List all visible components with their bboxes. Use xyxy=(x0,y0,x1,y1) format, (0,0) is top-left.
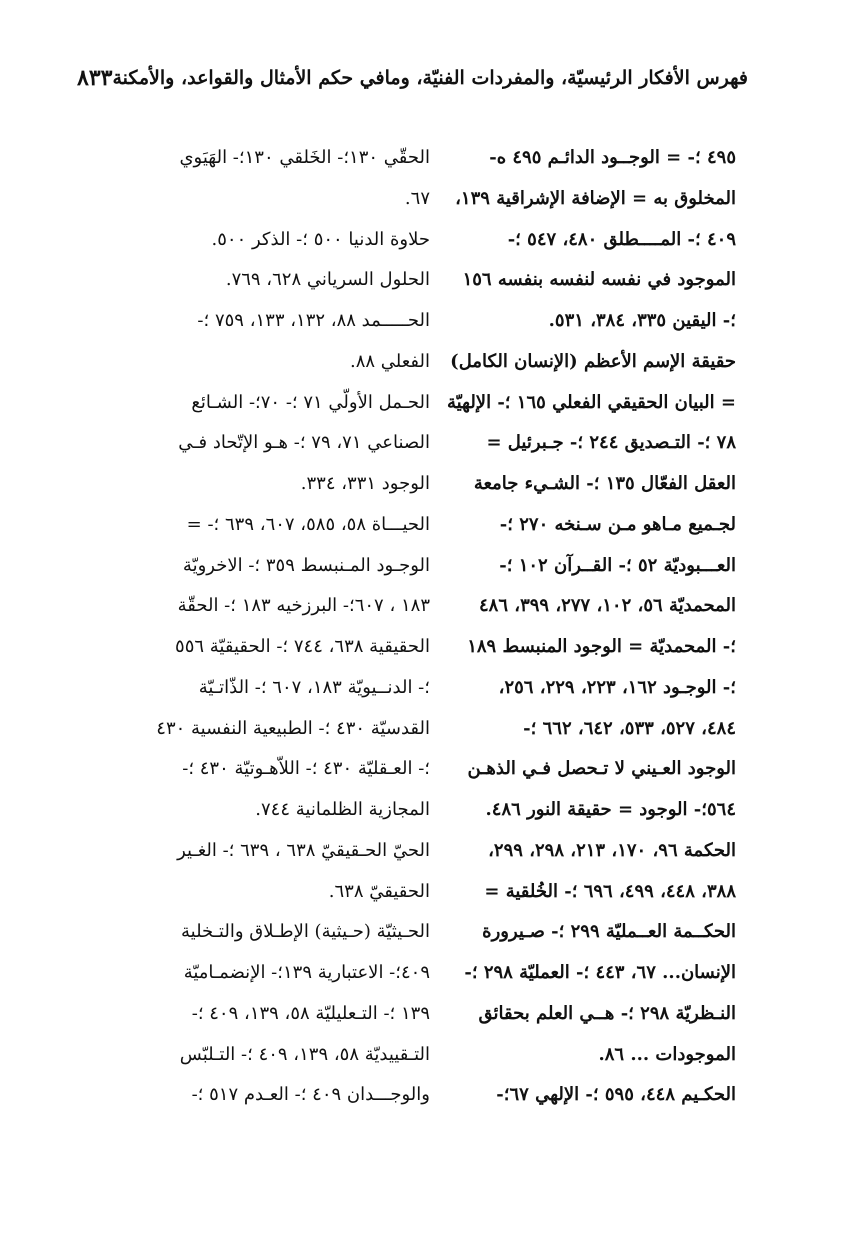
index-line: التـقييديّة ٥٨، ١٣٩، ٤٠٩ ؛- التـلبّس xyxy=(179,1043,430,1065)
index-column-left xyxy=(112,138,430,1116)
index-line: ٣٨٨، ٤٤٨، ٤٩٩، ٦٩٦ ؛- الخُلقية = xyxy=(484,880,736,902)
index-line: لجـميع مـاهو مـن سـنخه ٢٧٠ ؛- xyxy=(499,513,736,535)
index-line: القدسيّة ٤٣٠ ؛- الطبيعية النفسية ٤٣٠ xyxy=(156,717,430,739)
index-line: ؛- الدنــيويّة ١٨٣، ٦٠٧ ؛- الذّاتـيّة xyxy=(198,676,430,698)
index-line: الصناعي ٧١، ٧٩ ؛- هـو الإتّحاد فـي xyxy=(178,432,430,454)
index-line: حقيقة الإسم الأعظم (الإنسان الكامل) xyxy=(450,350,736,372)
index-line: ٧٨ ؛- التـصديق ٢٤٤ ؛- جـبرئيل = xyxy=(486,432,736,454)
index-line: الحـــــمد ٨٨، ١٣٢، ١٣٣، ٧٥٩ ؛- xyxy=(197,310,430,331)
index-line: الحلول السرياني ٦٢٨، ٧٦٩. xyxy=(225,269,430,291)
index-line: الوجود العـيني لا تـحصل فـي الذهـن xyxy=(467,758,736,780)
index-line: الحكــمة العــمليّة ٢٩٩ ؛- صـيرورة xyxy=(482,921,736,943)
index-line: ؛- الوجـود ١٦٢، ٢٢٣، ٢٢٩، ٢٥٦، xyxy=(498,676,736,698)
index-line: ٤٠٩؛- الاعتبارية ١٣٩؛- الإنضمـاميّة xyxy=(183,962,430,983)
index-line: والوجـــدان ٤٠٩ ؛- العـدم ٥١٧ ؛- xyxy=(191,1084,430,1106)
index-line: الحكـيم ٤٤٨، ٥٩٥ ؛- الإلهي ٦٧؛- xyxy=(496,1084,736,1106)
index-line: الحيّ الحـقيقيّ ٦٣٨ ، ٦٣٩ ؛- الغـير xyxy=(177,839,430,861)
index-line: الحقيقية ٦٣٨، ٧٤٤ ؛- الحقيقيّة ٥٥٦ xyxy=(175,636,430,657)
index-line: الحقيقيّ ٦٣٨. xyxy=(328,880,430,902)
index-line: الموجود في نفسه لنفسه بنفسه ١٥٦ xyxy=(462,269,736,291)
running-header xyxy=(77,60,748,96)
index-line: ؛- اليقين ٣٣٥، ٣٨٤، ٥٣١. xyxy=(548,310,736,331)
index-line: ٦٧. xyxy=(404,187,430,209)
index-line: العقل الفعّال ١٣٥ ؛- الشـيء جامعة xyxy=(473,473,736,494)
index-line: الحـمل الأولّي ٧١ ؛- ٧٠؛- الشـائع xyxy=(191,391,430,413)
index-line: المحمديّة ٥٦، ١٠٢، ٢٧٧، ٣٩٩، ٤٨٦ xyxy=(478,595,736,617)
index-line: الوجود ٣٣١، ٣٣٤. xyxy=(300,473,430,494)
index-line: المجازية الظلمانية ٧٤٤. xyxy=(255,799,430,820)
index-column-right xyxy=(418,138,736,1116)
page-number: ٨٣٣ xyxy=(77,65,113,91)
index-line: ٤٩٥ ؛- = الوجــود الدائـم ٤٩٥ ه- xyxy=(489,147,736,168)
index-line: = البيان الحقيقي الفعلي ١٦٥ ؛- الإلهيّة xyxy=(446,391,736,413)
index-line: ١٣٩ ؛- التـعليليّة ٥٨، ١٣٩، ٤٠٩ ؛- xyxy=(191,1002,430,1024)
index-line: ١٨٣ ، ٦٠٧؛- البرزخيه ١٨٣ ؛- الحقّة xyxy=(177,595,430,617)
index-line: الإنسان... ٦٧، ٤٤٣ ؛- العمليّة ٢٩٨ ؛- xyxy=(464,962,736,983)
index-line: الوجـود المـنبسط ٣٥٩ ؛- الاخرويّة xyxy=(182,554,430,576)
index-line: ٤٨٤، ٥٢٧، ٥٣٣، ٦٤٢، ٦٦٢ ؛- xyxy=(523,717,736,739)
index-line: ؛- المحمديّة = الوجود المنبسط ١٨٩ xyxy=(467,636,736,657)
index-line: ٤٠٩ ؛- المــــطلق ٤٨٠، ٥٤٧ ؛- xyxy=(507,228,736,250)
index-line: الحكمة ٩٦، ١٧٠، ٢١٣، ٢٩٨، ٢٩٩، xyxy=(488,839,736,861)
index-line: ؛- العـقليّة ٤٣٠ ؛- اللاّهـوتيّة ٤٣٠ ؛- xyxy=(182,758,430,780)
index-line: الحيـــاة ٥٨، ٥٨٥، ٦٠٧، ٦٣٩ ؛- = xyxy=(186,513,430,535)
index-line: الموجودات ... ٨٦. xyxy=(598,1043,736,1065)
index-line: الحقّي ١٣٠؛- الخَلقي ١٣٠؛- الهَيَوي xyxy=(179,147,430,168)
index-line: العـــبوديّة ٥٢ ؛- القــرآن ١٠٢ ؛- xyxy=(499,554,736,576)
index-line: النـظريّة ٢٩٨ ؛- هــي العلم بحقائق xyxy=(478,1002,736,1024)
index-line: ٥٦٤؛- الوجود = حقيقة النور ٤٨٦. xyxy=(485,799,736,820)
index-line: الفعلي ٨٨. xyxy=(349,350,430,372)
index-line: حلاوة الدنيا ٥٠٠ ؛- الذكر ٥٠٠. xyxy=(211,228,430,250)
index-line: المخلوق به = الإضافة الإشراقية ١٣٩، xyxy=(455,187,736,209)
header-title: فهرس الأفكار الرئيسيّة، والمفردات الفنيّة، ومافي حكم الأمثال والقواعد، والأمكنة xyxy=(112,67,748,89)
index-line: الحـيثيّة (حـيثية) الإطـلاق والتـخلية xyxy=(181,921,430,943)
